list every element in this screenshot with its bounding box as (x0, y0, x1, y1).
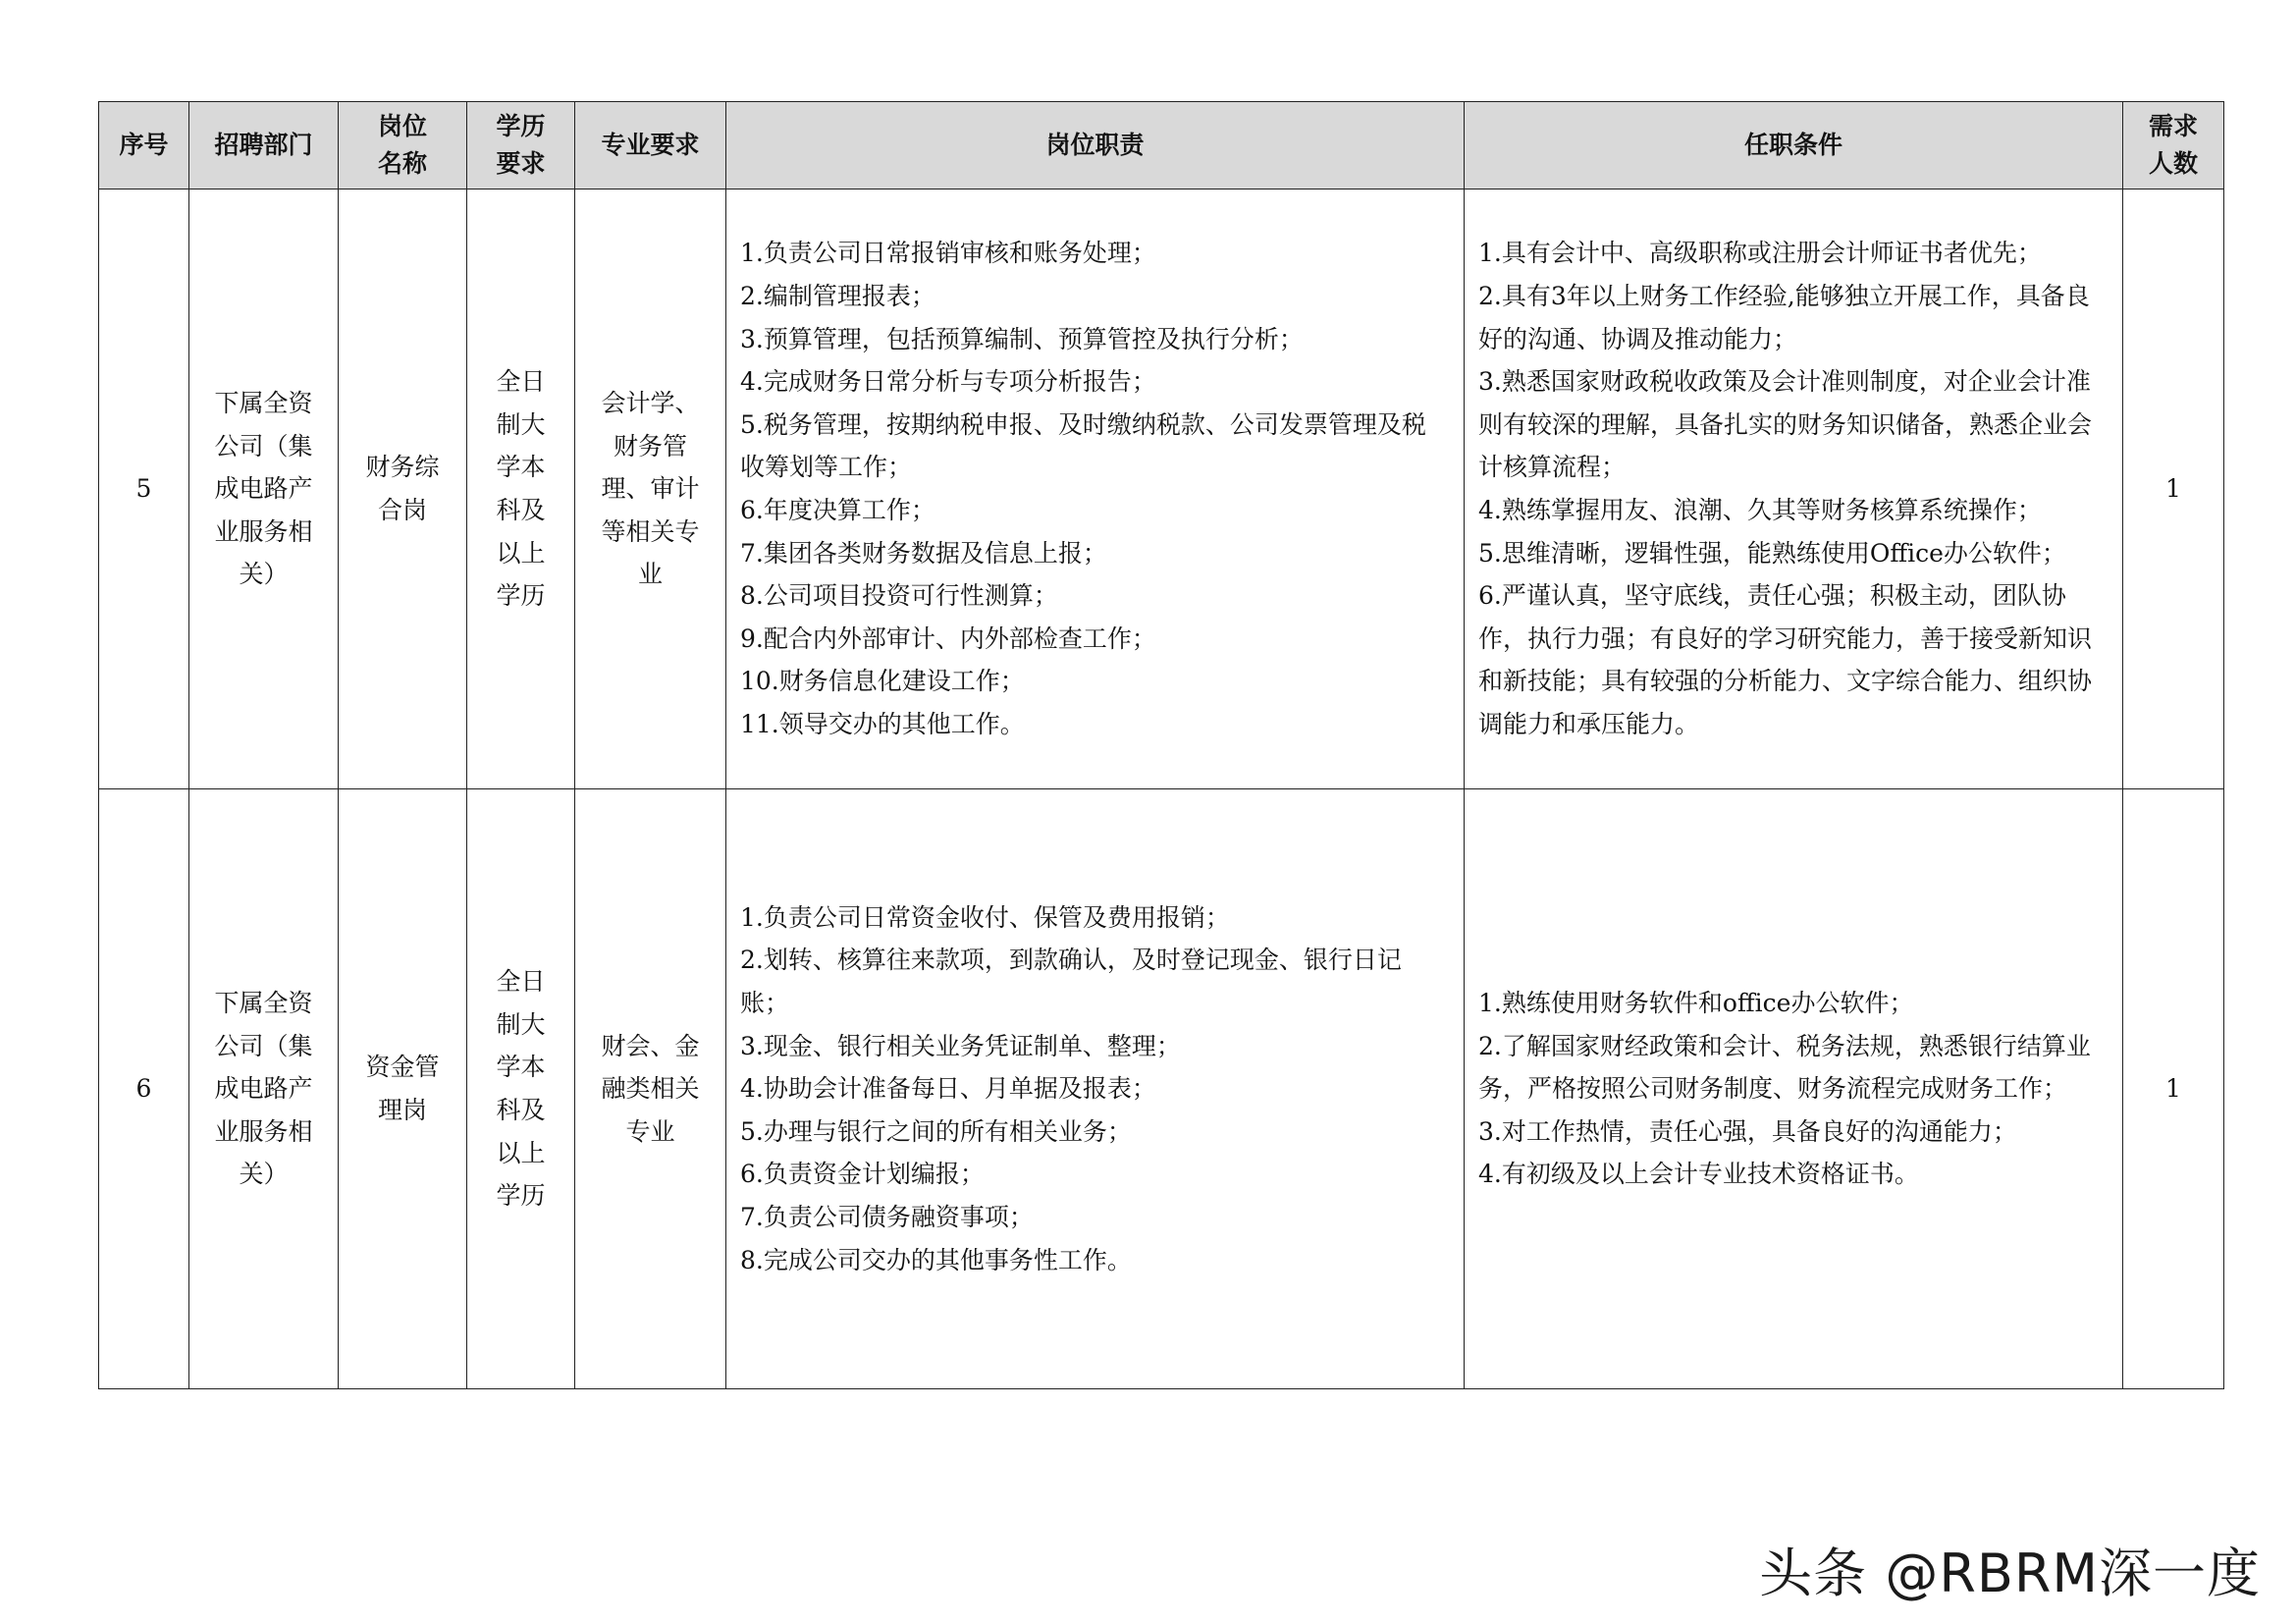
list-item: 1.负责公司日常资金收付、保管及费用报销； (740, 902, 1230, 932)
list-item: 6.严谨认真，坚守底线，责任心强；积极主动，团队协作，执行力强；有良好的学习研究能力，善于接受新知识和新技能；具有较强的分析能力、文字综合能力、组织协调能力和承压能力。 (1478, 581, 2093, 738)
row-duties-cell (726, 189, 1465, 789)
row-duties-cell (726, 789, 1465, 1389)
list-item: 4.协助会计准备每日、月单据及报表； (740, 1074, 1156, 1104)
row-no-cell: 5 (99, 189, 189, 789)
requirements-list (1465, 982, 2122, 1196)
recruitment-table-page (98, 101, 2223, 1389)
header-post: 岗位名称 (339, 102, 467, 189)
duties-list (726, 232, 1464, 745)
list-item: 7.负责公司债务融资事项； (740, 1202, 1034, 1231)
list-item: 5.税务管理，按期纳税申报、及时缴纳税款、公司发票管理及税收筹划等工作； (740, 409, 1426, 482)
list-item: 1.熟练使用财务软件和office办公软件； (1478, 989, 1914, 1018)
row-post-cell: 财务综合岗 (339, 189, 467, 789)
row-dept-cell: 下属全资公司（集成电路产业服务相关） (189, 189, 339, 789)
list-item: 10.财务信息化建设工作； (740, 667, 1025, 696)
list-item: 2.划转、核算往来款项，到款确认，及时登记现金、银行日记账； (740, 946, 1402, 1018)
list-item: 3.预算管理，包括预算编制、预算管控及执行分析； (740, 324, 1304, 353)
row-major-cell: 财会、金融类相关专业 (575, 789, 726, 1389)
header-duties: 岗位职责 (726, 102, 1465, 189)
list-item: 4.完成财务日常分析与专项分析报告； (740, 367, 1156, 397)
table-row (99, 789, 2224, 1389)
header-major: 专业要求 (575, 102, 726, 189)
list-item: 3.现金、银行相关业务凭证制单、整理； (740, 1031, 1181, 1060)
list-item: 3.对工作热情，责任心强，具备良好的沟通能力； (1478, 1116, 2017, 1146)
row-requirements-cell (1465, 189, 2123, 789)
header-count: 需求人数 (2123, 102, 2224, 189)
list-item: 4.熟练掌握用友、浪潮、久其等财务核算系统操作； (1478, 496, 2042, 524)
list-item: 2.编制管理报表； (740, 282, 935, 311)
row-no-cell: 6 (99, 789, 189, 1389)
list-item: 8.完成公司交办的其他事务性工作。 (740, 1245, 1132, 1274)
header-edu: 学历要求 (467, 102, 575, 189)
list-item: 5.思维清晰，逻辑性强，能熟练使用Office办公软件； (1478, 538, 2066, 568)
watermark-text: 头条 @RBRM深一度 (1759, 1543, 2261, 1604)
recruitment-table (98, 101, 2224, 1389)
header-dept: 招聘部门 (189, 102, 339, 189)
table-header-row (99, 102, 2224, 189)
list-item: 5.办理与银行之间的所有相关业务； (740, 1116, 1132, 1146)
row-edu-cell: 全日制大学本科及以上学历 (467, 189, 575, 789)
list-item: 3.熟悉国家财政税收政策及会计准则制度，对企业会计准则有较深的理解，具备扎实的财务知识储备，熟悉企业会计核算流程； (1478, 367, 2093, 482)
row-count-cell: 1 (2123, 789, 2224, 1389)
list-item: 6.年度决算工作； (740, 496, 935, 524)
row-dept-cell: 下属全资公司（集成电路产业服务相关） (189, 789, 339, 1389)
header-requirements: 任职条件 (1465, 102, 2123, 189)
row-major-cell: 会计学、财务管理、审计等相关专业 (575, 189, 726, 789)
list-item: 8.公司项目投资可行性测算； (740, 581, 1058, 611)
table-row (99, 189, 2224, 789)
list-item: 7.集团各类财务数据及信息上报； (740, 538, 1107, 568)
row-post-cell: 资金管理岗 (339, 789, 467, 1389)
row-count-cell: 1 (2123, 189, 2224, 789)
list-item: 9.配合内外部审计、内外部检查工作； (740, 623, 1156, 653)
list-item: 2.具有3年以上财务工作经验,能够独立开展工作，具备良好的沟通、协调及推动能力； (1478, 282, 2090, 353)
list-item: 1.具有会计中、高级职称或注册会计师证书者优先； (1478, 239, 2042, 268)
header-no: 序号 (99, 102, 189, 189)
list-item: 2.了解国家财经政策和会计、税务法规，熟悉银行结算业务，严格按照公司财务制度、财务流程完成财务工作； (1478, 1031, 2091, 1104)
list-item: 4.有初级及以上会计专业技术资格证书。 (1478, 1160, 1919, 1189)
requirements-list (1465, 232, 2122, 745)
list-item: 1.负责公司日常报销审核和账务处理； (740, 239, 1156, 268)
list-item: 11.领导交办的其他工作。 (740, 709, 1025, 738)
row-edu-cell: 全日制大学本科及以上学历 (467, 789, 575, 1389)
list-item: 6.负责资金计划编报； (740, 1160, 985, 1189)
row-requirements-cell (1465, 789, 2123, 1389)
duties-list (726, 896, 1464, 1281)
